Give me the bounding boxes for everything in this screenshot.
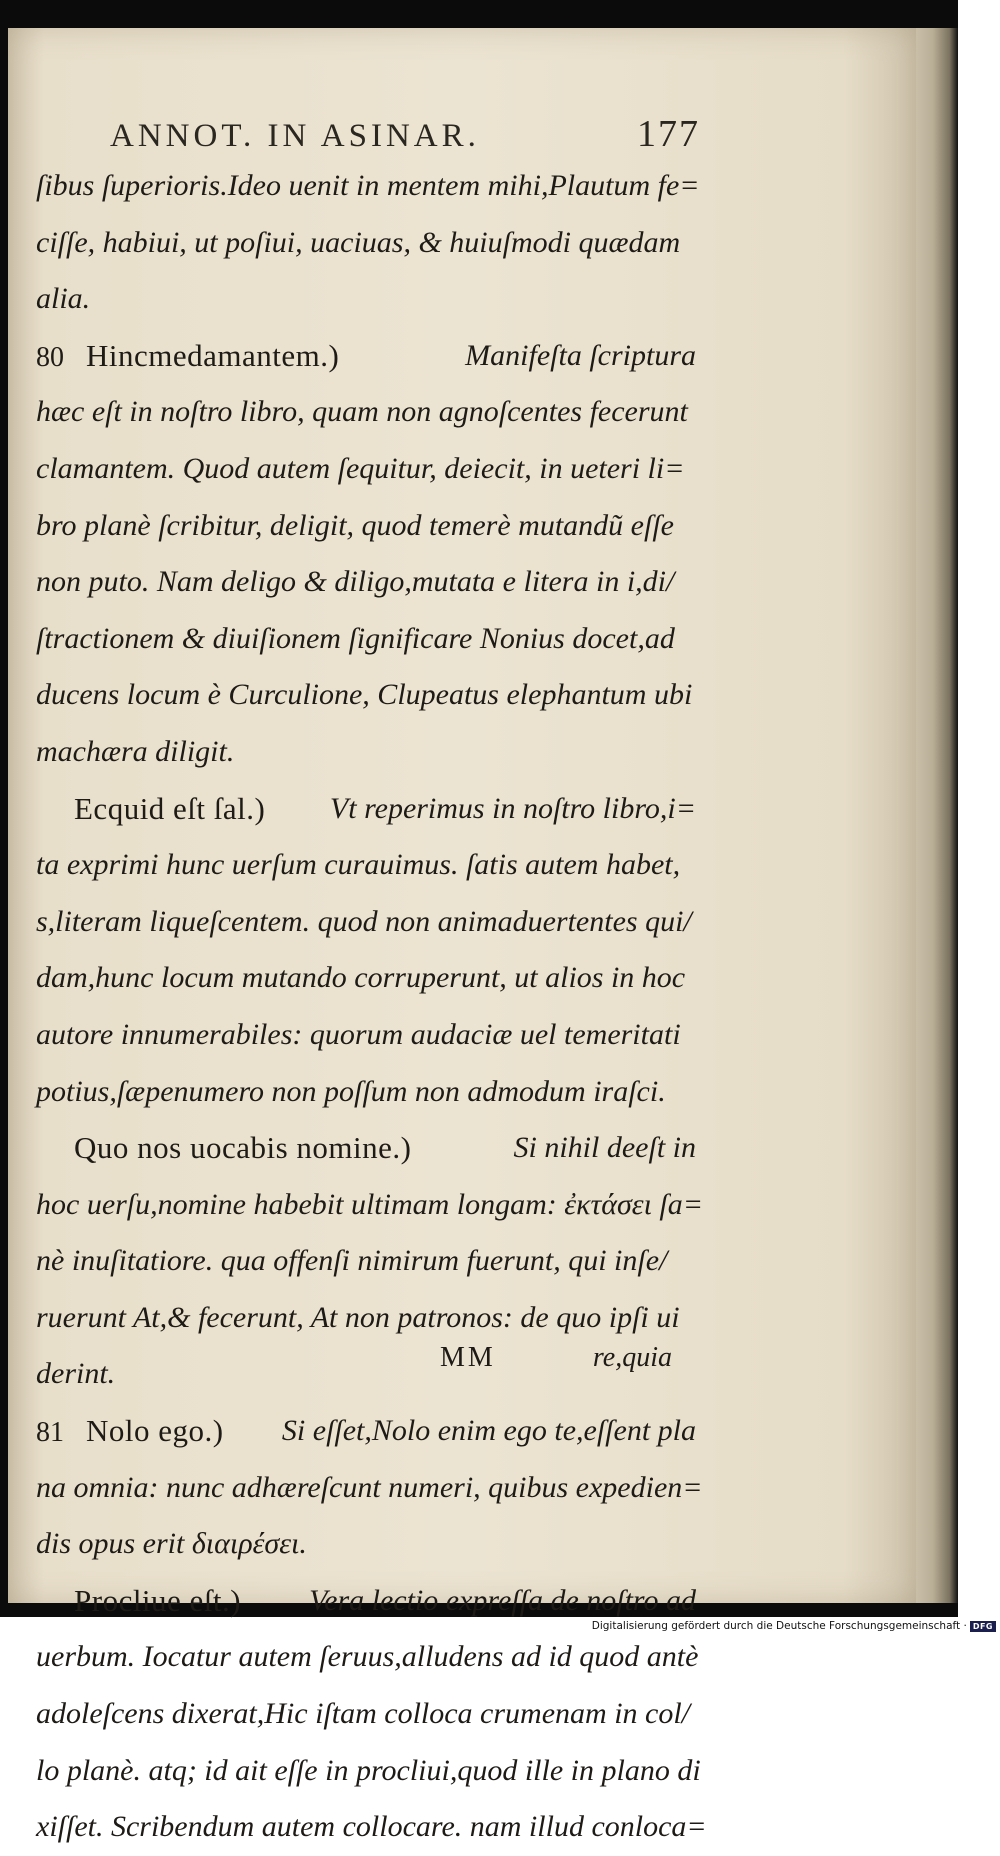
line-text: machæra diligit. xyxy=(36,734,235,768)
line-text: potius,ſæpenumero non poſſum non admodum iraſci. xyxy=(36,1074,666,1108)
line-text: dam,hunc locum mutando corruperunt, ut alios in hoc xyxy=(36,961,686,995)
line-text: Manifeſta ſcriptura xyxy=(465,338,696,372)
verse-number: 80 xyxy=(36,341,64,373)
page-edge xyxy=(916,28,958,1603)
line-text: ducens locum è Curculione, Clupeatus elephantum ubi xyxy=(36,678,693,712)
line-segment xyxy=(36,1403,224,1460)
line-segment xyxy=(36,328,339,385)
page-number: 177 xyxy=(637,113,700,155)
signature-mark: MM xyxy=(440,1342,496,1373)
text-line xyxy=(36,271,696,328)
text-line xyxy=(36,894,696,951)
text-line xyxy=(36,1403,696,1460)
text-line xyxy=(36,1686,696,1743)
line-text: Si eſſet,Nolo enim ego te,eſſent pla xyxy=(281,1414,696,1448)
verse-number: 81 xyxy=(36,1417,64,1449)
line-text: ſtractionem & diuiſionem ſignificare Nonius docet,ad xyxy=(36,621,675,655)
line-text: adoleſcens dixerat,Hic iſtam colloca crumenam in col/ xyxy=(36,1697,691,1731)
text-line xyxy=(36,1007,696,1064)
lemma: Hincmedamantem.) xyxy=(86,337,340,373)
line-segment xyxy=(74,1573,241,1630)
text-line xyxy=(36,724,696,781)
line-text: bro planè ſcribitur, deligit, quod temerè mutandũ eſſe xyxy=(36,508,674,542)
line-text: nè inuſitatiore. qua offenſi nimirum fuerunt, qui inſe/ xyxy=(36,1244,668,1278)
line-text: xiſſet. Scribendum autem collocare. nam illud conloca= xyxy=(36,1810,707,1844)
line-text: Si nihil deeſt in xyxy=(513,1131,696,1165)
catchword: re,quia xyxy=(592,1342,672,1373)
credit-text: Digitalisierung gefördert durch die Deutsche Forschungsgemeinschaft · xyxy=(591,1620,967,1632)
text-line xyxy=(36,1177,704,1234)
text-line xyxy=(36,554,696,611)
line-text: ruerunt At,& fecerunt, At non patronos: de quo ipſi ui xyxy=(36,1300,680,1334)
lemma: Quo nos uocabis nomine.) xyxy=(74,1130,412,1166)
line-segment xyxy=(74,781,265,838)
text-line xyxy=(36,1799,707,1856)
text-line xyxy=(36,1233,696,1290)
line-text: ta exprimi hunc uerſum curauimus. ſatis autem habet, xyxy=(36,848,681,882)
line-text: autore innumerabiles: quorum audaciæ uel temeritati xyxy=(36,1017,681,1051)
text-line xyxy=(36,384,696,441)
line-text: non puto. Nam deligo & diligo,mutata e litera in i,di/ xyxy=(36,565,675,599)
lemma: Procliue eſt.) xyxy=(74,1582,242,1618)
text-line xyxy=(36,158,700,215)
text-line xyxy=(36,1120,696,1177)
line-text: lo planè. atq; id ait eſſe in procliui,quod ille in plano di xyxy=(36,1753,701,1787)
text-line xyxy=(36,667,696,724)
dfg-logo: DFG xyxy=(970,1621,996,1632)
text-line xyxy=(36,1743,701,1800)
text-line xyxy=(36,1629,699,1686)
line-text: na omnia: nunc adhæreſcunt numeri, quibus expedien= xyxy=(36,1470,703,1504)
text-line xyxy=(36,328,696,385)
text-line xyxy=(36,1064,696,1121)
annotation-text xyxy=(36,158,707,1856)
line-text: uerbum. Iocatur autem ſeruus,alludens ad id quod antè xyxy=(36,1640,699,1674)
line-text: clamantem. Quod autem ſequitur, deiecit, in ueteri li= xyxy=(36,451,685,485)
page-header xyxy=(110,112,700,156)
line-text: Vt reperimus in noſtro libro,i= xyxy=(329,791,696,825)
line-text: ſibus ſuperioris.Ideo uenit in mentem mihi,Plautum fe= xyxy=(36,169,700,202)
text-line xyxy=(36,837,696,894)
line-text: hæc eſt in noſtro libro, quam non agnoſcentes fecerunt xyxy=(36,395,688,429)
text-line xyxy=(36,1516,696,1573)
text-line xyxy=(36,441,696,498)
text-line xyxy=(36,611,696,668)
line-text: alia. xyxy=(36,282,91,316)
catchline xyxy=(440,1342,672,1374)
text-line xyxy=(36,1290,696,1347)
line-text: dis opus erit διαιρέσει. xyxy=(36,1527,307,1561)
text-line xyxy=(36,1460,703,1517)
line-text: derint. xyxy=(36,1357,116,1391)
lemma: Nolo ego.) xyxy=(86,1413,224,1449)
text-line xyxy=(36,781,696,838)
digitization-credit xyxy=(592,1620,996,1632)
line-text: ciſſe, habiui, ut poſiui, uaciuas, & huiuſmodi quædam xyxy=(36,225,681,259)
lemma: Ecquid eſt ſal.) xyxy=(74,790,266,826)
running-title: ANNOT. IN ASINAR. xyxy=(110,118,480,154)
text-line xyxy=(36,950,696,1007)
text-line xyxy=(36,215,696,272)
text-line xyxy=(36,498,696,555)
line-text: Vera lectio expreſſa de noſtro ad xyxy=(309,1583,696,1617)
line-text: hoc uerſu,nomine habebit ultimam longam: ἐκτάσει ſa= xyxy=(36,1187,704,1221)
line-segment xyxy=(74,1120,411,1177)
line-text: s,literam liqueſcentem. quod non animaduertentes qui/ xyxy=(36,904,692,938)
